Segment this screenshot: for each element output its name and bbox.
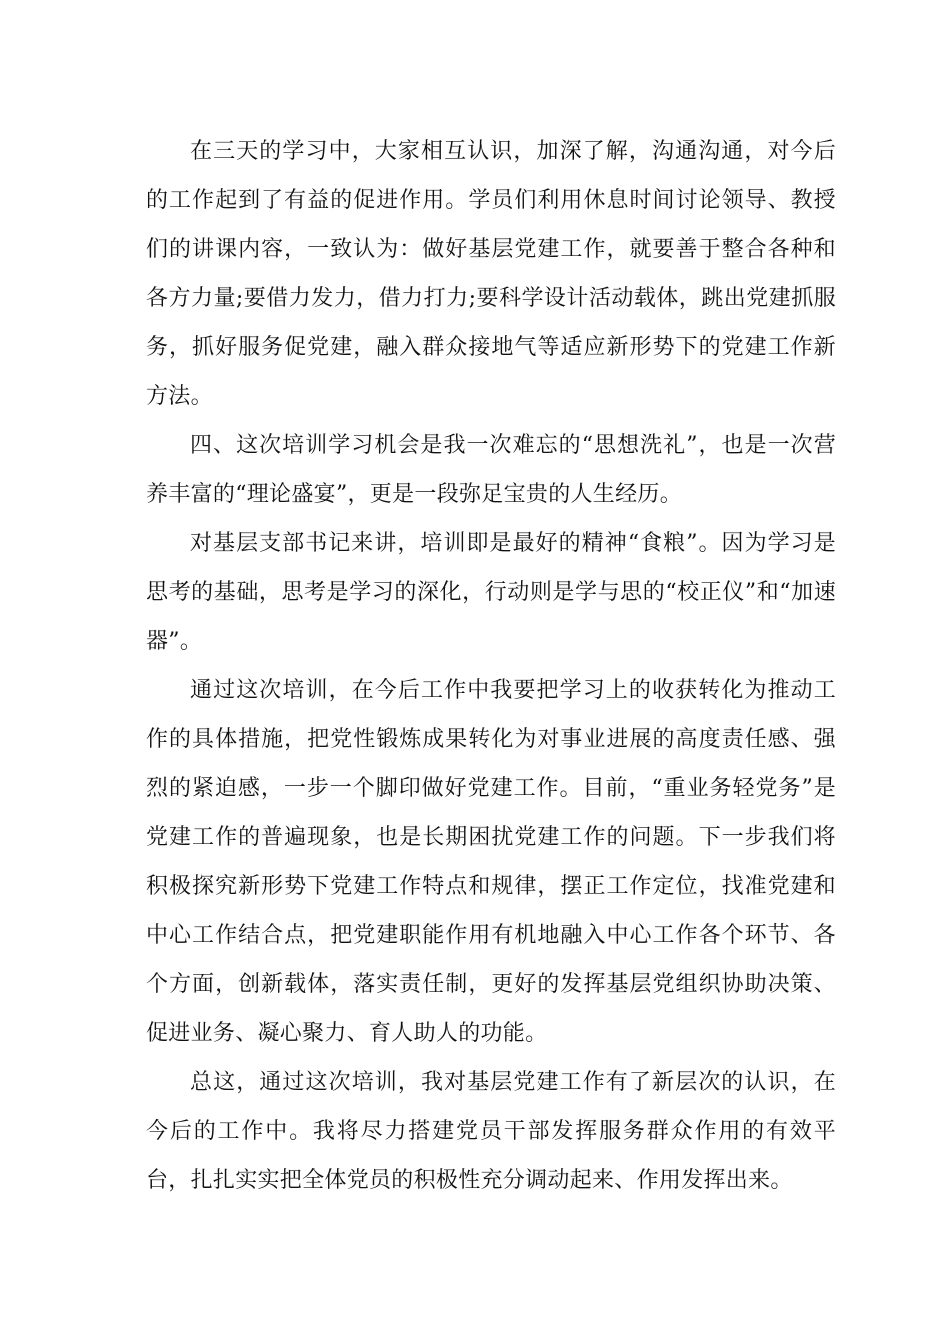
paragraph-4: 通过这次培训，在今后工作中我要把学习上的收获转化为推动工作的具体措施，把党性锻炼成果转化为对事业进展的高度责任感、强烈的紧迫感，一步一个脚印做好党建工作。目前，“重业务轻党务”是党建工作的普遍现象，也是长期困扰党建工作的问题。下一步我们将积极探究新形势下党建工作特点和规律，摆正工作定位，找准党建和中心工作结合点，把党建职能作用有机地融入中心工作各个环节、各个方面，创新载体，落实责任制，更好的发挥基层党组织协助决策、促进业务、凝心聚力、育人助人的功能。: [146, 678, 836, 1046]
paragraph-1: 在三天的学习中，大家相互认识，加深了解，沟通沟通，对今后的工作起到了有益的促进作用。学员们利用休息时间讨论领导、教授们的讲课内容，一致认为：做好基层党建工作，就要善于整合各种和各方力量;要借力发力，借力打力;要科学设计活动载体，跳出党建抓服务，抓好服务促党建，融入群众接地气等适应新形势下的党建工作新方法。: [146, 139, 836, 409]
paragraph-5: 总这，通过这次培训，我对基层党建工作有了新层次的认识，在今后的工作中。我将尽力搭建党员干部发挥服务群众作用的有效平台，扎扎实实把全体党员的积极性充分调动起来、作用发挥出来。: [146, 1070, 836, 1193]
paragraph-2: 四、这次培训学习机会是我一次难忘的“思想洗礼”，也是一次营养丰富的“理论盛宴”，更是一段弥足宝贵的人生经历。: [146, 433, 836, 507]
document-page: [146, 127, 836, 1205]
paragraph-3: 对基层支部书记来讲，培训即是最好的精神“食粮”。因为学习是思考的基础，思考是学习的深化，行动则是学与思的“校正仪”和“加速器”。: [146, 531, 836, 654]
